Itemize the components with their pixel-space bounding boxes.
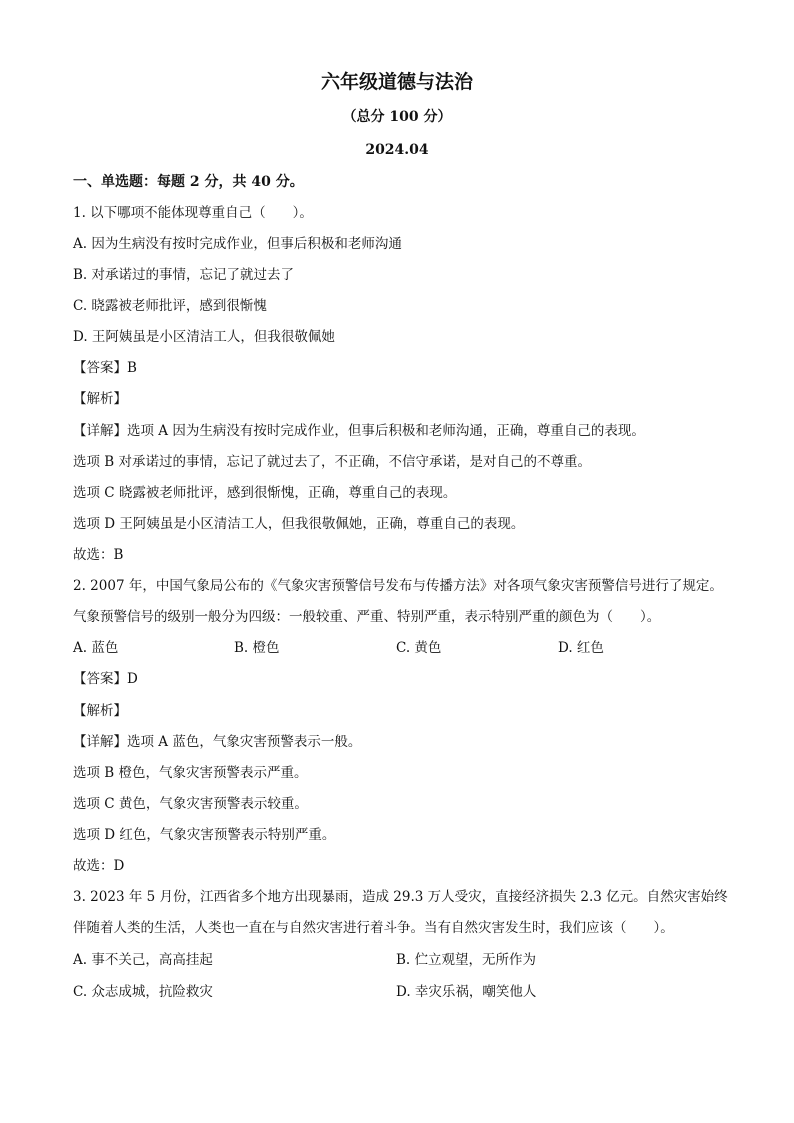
- q2-option-d: D. 红色: [558, 640, 604, 656]
- q1-option-d: D. 王阿姨虽是小区清洁工人，但我很敬佩她: [73, 329, 335, 345]
- answer-value: B: [127, 360, 137, 376]
- q2-option-c: C. 黄色: [396, 640, 442, 656]
- exam-date: 2024.04: [365, 142, 429, 158]
- answer-value: D: [127, 671, 138, 687]
- detail-text: 选项 A 因为生病没有按时完成作业，但事后积极和老师沟通，正确，尊重自己的表现。: [127, 423, 645, 439]
- q1-conclusion: 故选：B: [73, 547, 124, 563]
- answer-tag: 【答案】: [73, 671, 127, 687]
- q2-conclusion: 故选：D: [73, 858, 125, 874]
- q2-detail-2: 选项 B 橙色，气象灾害预警表示严重。: [73, 765, 308, 781]
- detail-tag: 【详解】: [73, 734, 127, 750]
- q2-stem-line2: 气象预警信号的级别一般分为四级：一般较重、严重、特别严重，表示特别严重的颜色为（ ）。: [73, 609, 661, 625]
- section-heading: 一、单选题：每题 2 分，共 40 分。: [73, 174, 304, 190]
- q1-analysis-tag: 【解析】: [73, 391, 127, 407]
- score-total: （总分 100 分）: [342, 109, 452, 125]
- q2-analysis-tag: 【解析】: [73, 703, 127, 719]
- detail-text: 选项 A 蓝色，气象灾害预警表示一般。: [127, 734, 362, 750]
- q2-stem-line1: 2. 2007 年，中国气象局公布的《气象灾害预警信号发布与传播方法》对各项气象灾害预警信号进行了规定。: [73, 578, 723, 594]
- q1-detail-3: 选项 C 晓露被老师批评，感到很惭愧，正确，尊重自己的表现。: [73, 485, 457, 501]
- q2-option-b: B. 橙色: [234, 640, 280, 656]
- q2-detail-1: [73, 733, 361, 751]
- q3-stem-line2: 伴随着人类的生活，人类也一直在与自然灾害进行着斗争。当有自然灾害发生时，我们应该（ ）。: [73, 920, 674, 936]
- q2-detail-3: 选项 C 黄色，气象灾害预警表示较重。: [73, 796, 308, 812]
- q2-answer: [73, 670, 138, 688]
- answer-tag: 【答案】: [73, 360, 127, 376]
- q2-option-a: A. 蓝色: [73, 640, 119, 656]
- q3-option-d: D. 幸灾乐祸，嘲笑他人: [396, 984, 537, 1000]
- q3-option-c: C. 众志成城，抗险救灾: [73, 984, 213, 1000]
- q3-option-b: B. 伫立观望，无所作为: [396, 952, 537, 968]
- q1-detail-1: [73, 422, 645, 440]
- detail-tag: 【详解】: [73, 423, 127, 439]
- q1-answer: [73, 359, 137, 377]
- q1-stem: 1. 以下哪项不能体现尊重自己（ ）。: [73, 205, 313, 221]
- q2-detail-4: 选项 D 红色，气象灾害预警表示特别严重。: [73, 827, 336, 843]
- q1-option-c: C. 晓露被老师批评，感到很惭愧: [73, 298, 267, 314]
- q1-detail-4: 选项 D 王阿姨虽是小区清洁工人，但我很敬佩她，正确，尊重自己的表现。: [73, 516, 525, 532]
- q1-option-b: B. 对承诺过的事情，忘记了就过去了: [73, 267, 295, 283]
- q3-option-a: A. 事不关己，高高挂起: [73, 952, 213, 968]
- page-title: 六年级道德与法治: [320, 71, 473, 93]
- q3-stem-line1: 3. 2023 年 5 月份，江西省多个地方出现暴雨，造成 29.3 万人受灾，直接经济损失 2.3 亿元。自然灾害始终: [73, 889, 728, 905]
- q1-option-a: A. 因为生病没有按时完成作业，但事后积极和老师沟通: [73, 236, 402, 252]
- q1-detail-2: 选项 B 对承诺过的事情，忘记了就过去了，不正确，不信守承诺，是对自己的不尊重。: [73, 454, 592, 470]
